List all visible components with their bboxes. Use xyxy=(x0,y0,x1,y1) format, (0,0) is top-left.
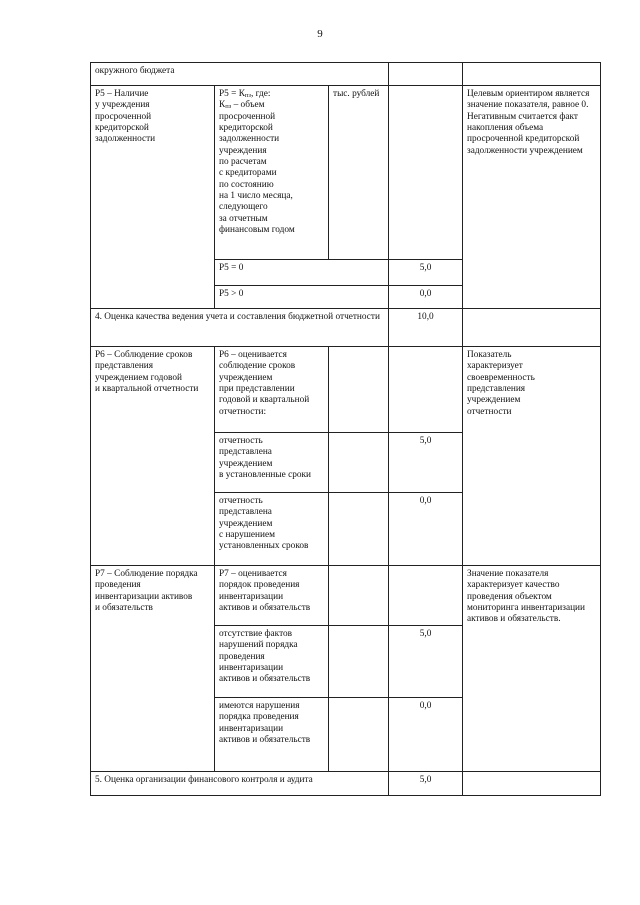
option-score: 5,0 xyxy=(389,260,463,286)
indicator-p5: Р5 – Наличие у учреждения просроченной кредиторской задолженности xyxy=(91,86,215,309)
formula-tail: , где: xyxy=(250,89,271,99)
table-cell xyxy=(329,566,389,626)
table-cell xyxy=(329,626,389,698)
table-row xyxy=(91,309,601,347)
option-label: отчетность представлена учреждением с нарушением установленных сроков xyxy=(215,493,329,566)
option-label: Р5 > 0 xyxy=(215,286,389,309)
description-p6: Р6 – оценивается соблюдение сроков учреждением при представлении годовой и квартальной отчетности: xyxy=(215,347,329,433)
table-cell xyxy=(329,433,389,493)
unit-p5: тыс. рублей xyxy=(329,86,389,260)
option-label: отчетность представлена учреждением в установленные сроки xyxy=(215,433,329,493)
section-score: 5,0 xyxy=(389,772,463,796)
formula-head: Р5 = К xyxy=(219,89,245,99)
section-title: 4. Оценка качества ведения учета и составления бюджетной отчетности xyxy=(91,309,389,347)
table-cell xyxy=(91,63,389,86)
table-cell xyxy=(329,347,389,433)
indicator-p6: Р6 – Соблюдение сроков представления учреждением годовой и квартальной отчетности xyxy=(91,347,215,566)
page-number: 9 xyxy=(317,28,323,40)
k-symbol: К xyxy=(219,100,226,111)
table-cell xyxy=(463,309,601,347)
indicators-table xyxy=(90,62,601,796)
table-row xyxy=(91,566,601,626)
option-label: Р5 = 0 xyxy=(215,260,389,286)
comment-p6: Показатель характеризует своевременность представления учреждением отчетности xyxy=(463,347,601,566)
table-row xyxy=(91,63,601,86)
table-row xyxy=(91,86,601,260)
comment-p7: Значение показателя характеризует качество проведения объектом мониторинга инвентаризации активов и обязательств. xyxy=(463,566,601,772)
k-text: – объем просроченной кредиторской задолженности учреждения по расчетам с кредиторами по состоянию на 1 число месяца, следующего за отчетным финансовым годом xyxy=(219,100,295,235)
table-row xyxy=(91,347,601,433)
section-title: 5. Оценка организации финансового контроля и аудита xyxy=(91,772,389,796)
option-score: 5,0 xyxy=(389,433,463,493)
table-cell xyxy=(463,63,601,86)
formula-p5 xyxy=(215,86,329,260)
cell-text: окружного бюджета xyxy=(95,66,175,76)
option-score: 0,0 xyxy=(389,286,463,309)
description-p7: Р7 – оценивается порядок проведения инвентаризации активов и обязательств xyxy=(215,566,329,626)
option-label: отсутствие фактов нарушений порядка проведения инвентаризации активов и обязательств xyxy=(215,626,329,698)
table-row xyxy=(91,772,601,796)
section-score: 10,0 xyxy=(389,309,463,347)
table-cell xyxy=(389,86,463,260)
indicator-p7: Р7 – Соблюдение порядка проведения инвентаризации активов и обязательств xyxy=(91,566,215,772)
comment-p5: Целевым ориентиром является значение показателя, равное 0. Негативным считается факт накопления объема просроченной кредиторской задолженности учреждением xyxy=(463,86,601,309)
table-cell xyxy=(389,347,463,433)
formula-sub: пз xyxy=(244,92,251,99)
table-cell xyxy=(329,493,389,566)
option-score: 0,0 xyxy=(389,493,463,566)
table-cell xyxy=(463,772,601,796)
option-score: 0,0 xyxy=(389,698,463,772)
table-cell xyxy=(389,63,463,86)
k-sub: пз xyxy=(225,103,232,111)
table-cell xyxy=(389,566,463,626)
option-label: имеются нарушения порядка проведения инвентаризации активов и обязательств xyxy=(215,698,329,772)
table-cell xyxy=(329,698,389,772)
option-score: 5,0 xyxy=(389,626,463,698)
